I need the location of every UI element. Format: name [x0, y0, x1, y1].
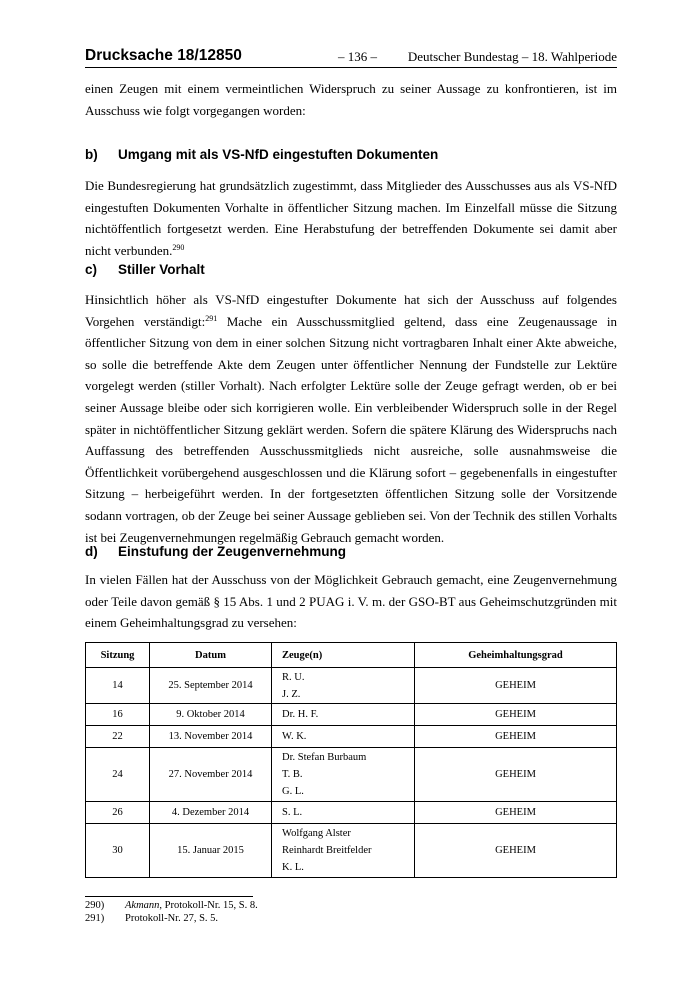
zeuge-name: Reinhardt Breitfelder [282, 845, 372, 856]
footnote-number: 290) [85, 900, 105, 911]
header-sitzung: Sitzung [86, 643, 150, 668]
cell-sitzung: 16 [86, 704, 150, 726]
section-c-paragraph [85, 289, 617, 548]
cell-grad: GEHEIM [415, 704, 617, 726]
zeuge-name: G. L. [282, 786, 304, 797]
zeuge-name: W. K. [282, 731, 307, 742]
table-row [86, 748, 617, 802]
classification-table [85, 642, 617, 878]
table-row [86, 668, 617, 704]
intro-paragraph: einen Zeugen mit einem vermeintlichen Widerspruch zu seiner Aussage zu konfrontieren, ist im Ausschuss wie folgt vorgegangen worden: [85, 81, 617, 118]
section-b-text: Die Bundesregierung hat grundsätzlich zugestimmt, dass Mitglieder des Ausschusses aus als VS-NfD eingestuften Dokumenten Vorhalte in öffentlicher Sitzung machen. Im Einzelfall müsse die Sitzung nichtöffentlich fortgesetzt werden. Eine Herabstufung der betreffenden Dokumente sei damit aber nicht verbunden. [85, 178, 617, 258]
table-row [86, 704, 617, 726]
zeuge-name: Wolfgang Alster [282, 828, 351, 839]
cell-datum: 9. Oktober 2014 [150, 704, 272, 726]
zeuge-name: R. U. [282, 671, 305, 683]
cell-datum: 4. Dezember 2014 [150, 802, 272, 824]
section-c-heading [85, 262, 205, 277]
cell-zeugen [272, 748, 415, 802]
cell-grad: GEHEIM [415, 748, 617, 802]
zeuge-name: J. Z. [282, 688, 301, 700]
doc-prefix: Drucksache 18/ [85, 47, 199, 64]
cell-sitzung: 14 [86, 668, 150, 704]
footnote-rule [85, 896, 253, 897]
footnote-291 [85, 913, 218, 924]
section-c-title: Stiller Vorhalt [118, 262, 205, 277]
cell-sitzung: 24 [86, 748, 150, 802]
zeuge-name: Dr. H. F. [282, 709, 319, 720]
footnote-number: 291) [85, 913, 105, 924]
page-number: – 136 – [338, 49, 377, 64]
page-header [85, 45, 617, 69]
table-row [86, 802, 617, 824]
footnote-author: Akmann [125, 900, 160, 911]
footnote-ref-290[interactable]: 290 [172, 242, 185, 252]
section-d-paragraph: In vielen Fällen hat der Ausschuss von der Möglichkeit Gebrauch gemacht, eine Zeugenvernehmung oder Teile davon gemäß § 15 Abs. 1 und 2 PUAG i. V. m. der GSO-BT aus Geheimschutzgründen mit einem Geheimhaltungsgrad zu versehen: [85, 572, 617, 631]
header-zeugen: Zeuge(n) [272, 643, 415, 668]
cell-zeugen [272, 668, 415, 704]
cell-sitzung: 30 [86, 824, 150, 878]
section-c-text-after: Mache ein Ausschussmitglied geltend, dass eine Zeugenaussage in öffentlicher Sitzung von dem in einer solchen Sitzung nicht vortragbaren Inhalt einer Akte abweiche, so solle die betreffende Akte dem Zeugen unter öffentlicher Nennung der Fundstelle zur Lektüre vorgelegt werden (stiller Vorhalt). Nach erfolgter Lektüre solle der Zeuge gefragt werden, ob er bei seiner Aussage bleibe oder sich korrigieren wolle. Ein verbleibender Widerspruch solle in der Regel später in nichtöffentlicher Sitzung geklärt werden. Sofern die spätere Klärung des Widerspruchs nach Auffassung des betreffenden Ausschussmitglieds nicht ausreiche, solle ausnahmsweise die Öffentlichkeit vorübergehend ausgeschlossen und die Klärung sofort – gegebenenfalls in eingestufter Sitzung – herbeigeführt werden. In der fortgesetzten öffentlichen Sitzung solle der Vorsitzende sodann vortragen, ob der Zeuge bei seiner Aussage geblieben sei. Von der Technik des stillen Vorhalts ist bei Zeugenvernehmungen regelmäßig Gebrauch gemacht worden. [85, 313, 617, 545]
publisher: Deutscher Bundestag – 18. Wahlperiode [407, 49, 617, 64]
table-row [86, 726, 617, 748]
section-c-label: c) [85, 262, 98, 277]
table-header-row [86, 643, 617, 668]
zeuge-name: S. L. [282, 807, 303, 818]
cell-sitzung: 26 [86, 802, 150, 824]
header-rule [85, 67, 617, 68]
doc-number-value: 12850 [198, 47, 242, 64]
cell-grad: GEHEIM [415, 726, 617, 748]
section-b-heading [85, 147, 438, 162]
section-b-paragraph [85, 175, 617, 261]
cell-datum: 13. November 2014 [150, 726, 272, 748]
section-d-heading [85, 544, 346, 559]
footnote-text: Protokoll-Nr. 27, S. 5. [125, 913, 219, 924]
section-d-label: d) [85, 544, 98, 559]
section-b-label: b) [85, 147, 98, 162]
cell-grad: GEHEIM [415, 802, 617, 824]
footnote-ref-291[interactable]: 291 [205, 313, 218, 323]
footnote-text: , Protokoll-Nr. 15, S. 8. [159, 900, 258, 911]
cell-datum: 15. Januar 2015 [150, 824, 272, 878]
cell-zeugen [272, 824, 415, 878]
cell-zeugen [272, 704, 415, 726]
section-c-text-before: Hinsichtlich höher als VS-NfD eingestufter Dokumente hat sich der Ausschuss auf folgendes Vorgehen verständigt: [85, 292, 617, 329]
zeuge-name: K. L. [282, 862, 304, 873]
cell-zeugen [272, 802, 415, 824]
section-b-title: Umgang mit als VS-NfD eingestuften Dokumenten [118, 147, 439, 162]
zeuge-name: Dr. Stefan Burbaum [282, 752, 367, 763]
table-row [86, 824, 617, 878]
cell-zeugen [272, 726, 415, 748]
section-d-title: Einstufung der Zeugenvernehmung [118, 544, 347, 559]
cell-sitzung: 22 [86, 726, 150, 748]
document-number [85, 47, 242, 65]
zeuge-name: T. B. [282, 769, 303, 780]
cell-grad: GEHEIM [415, 824, 617, 878]
cell-datum: 27. November 2014 [150, 748, 272, 802]
header-geheimhaltungsgrad: Geheimhaltungsgrad [415, 643, 617, 668]
cell-datum: 25. September 2014 [150, 668, 272, 704]
cell-grad: GEHEIM [415, 668, 617, 704]
header-datum: Datum [150, 643, 272, 668]
footnote-290 [85, 900, 258, 911]
